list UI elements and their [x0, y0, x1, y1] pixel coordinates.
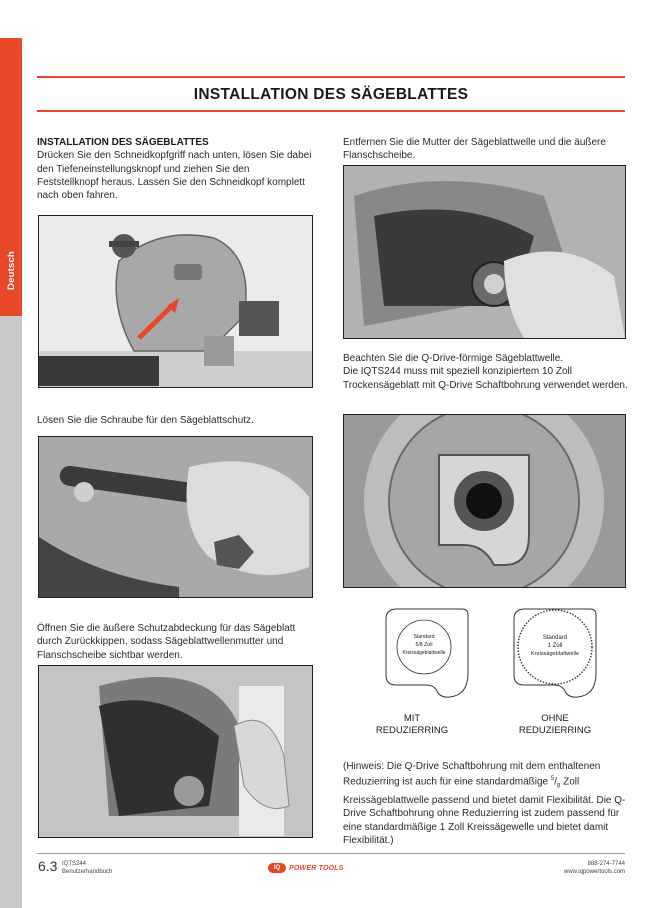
footer-phone: 888-274-7744	[587, 861, 625, 867]
footer-rule	[37, 853, 625, 854]
note-text: (Hinweis: Die Q-Drive Schaftbohrung mit dem enthaltenen Reduzierring ist auch für eine standardmäßige $^5/_8$ Zoll Kreissägeblattwelle passend und bietet damit Flexibilität. Die Q-Drive Schaftbohrung ohne Reduzierring ist zudem passend für eine standardmäßige 1 Zoll Kreissägewelle und bietet damit Flexibilität.)	[343, 761, 626, 846]
diagram-left-caption: MIT REDUZIERRING	[375, 713, 449, 736]
diagram-with-reducer	[382, 603, 472, 707]
step5-line2: Die IQTS244 muss mit speziell konzipiertem 10 Zoll Trockensägeblatt mit Q-Drive Schaftbohrung verwendet werden.	[343, 366, 628, 391]
brand-logo	[268, 862, 378, 874]
side-tab-gray	[0, 316, 22, 908]
diagram-right-inner-line1: Standard	[542, 635, 568, 641]
photo-qdrive-shaft	[343, 414, 626, 588]
step3-text: Öffnen Sie die äußere Schutzabdeckung für das Sägeblatt durch Zurückkippen, sodass Sägeblattwellenmutter und Flanschscheibe sichtbar werden.	[37, 623, 296, 661]
side-tab-language: Deutsch	[5, 250, 17, 290]
footer-manual: Benutzerhandbuch	[62, 868, 113, 875]
step5-line1: Beachten Sie die Q-Drive-förmige Sägeblattwelle.	[343, 353, 564, 364]
step5-block	[343, 352, 633, 392]
diagram-right-inner-line2: 1 Zoll	[547, 643, 563, 649]
photo-saw-head	[38, 215, 313, 388]
note-frac-num: 5	[550, 776, 555, 783]
step4-text: Entfernen Sie die Mutter der Sägeblattwelle und die äußere Flanschscheibe.	[343, 137, 606, 162]
step1-heading: INSTALLATION DES SÄGEBLATTES	[37, 137, 209, 148]
photo-loosen-screw	[38, 436, 313, 598]
photo-open-guard	[38, 665, 313, 838]
title-top-rule	[37, 76, 625, 78]
diagram-left-inner-line2: 5/8 Zoll	[415, 642, 433, 648]
step1-text: Drücken Sie den Schneidkopfgriff nach unten, lösen Sie dabei den Tiefeneinstellungsknopf und ziehen Sie den Feststellknopf heraus. Lassen Sie den Schneidkopf komplett nach oben fahren.	[37, 150, 312, 202]
diagram-left-inner-line3: Kreissägeblattwelle	[402, 650, 446, 656]
footer-contact-block	[520, 861, 625, 876]
note-frac-den: 8	[557, 783, 561, 790]
footer-model-block	[62, 861, 112, 876]
diagram-right-caption: OHNE REDUZIERRING	[518, 713, 592, 736]
footer-model: IQTS244	[62, 861, 87, 867]
diagram-without-reducer	[510, 603, 600, 707]
title-bottom-rule	[37, 110, 625, 112]
footer-website: www.iqpowertools.com	[563, 868, 625, 875]
step2-text: Lösen Sie die Schraube für den Sägeblattschutz.	[37, 415, 254, 426]
brand-name: POWER TOOLS	[289, 864, 344, 872]
diagram-right-inner-line3: Kreissägeblattwelle	[530, 651, 580, 657]
brand-badge: IQ	[268, 863, 286, 873]
diagram-left-inner-line1: Standard	[413, 634, 435, 640]
photo-remove-nut	[343, 165, 626, 339]
page-number: 6.3	[38, 858, 58, 874]
step1-block	[37, 136, 312, 202]
page-title: INSTALLATION DES SÄGEBLATTES	[193, 86, 469, 103]
